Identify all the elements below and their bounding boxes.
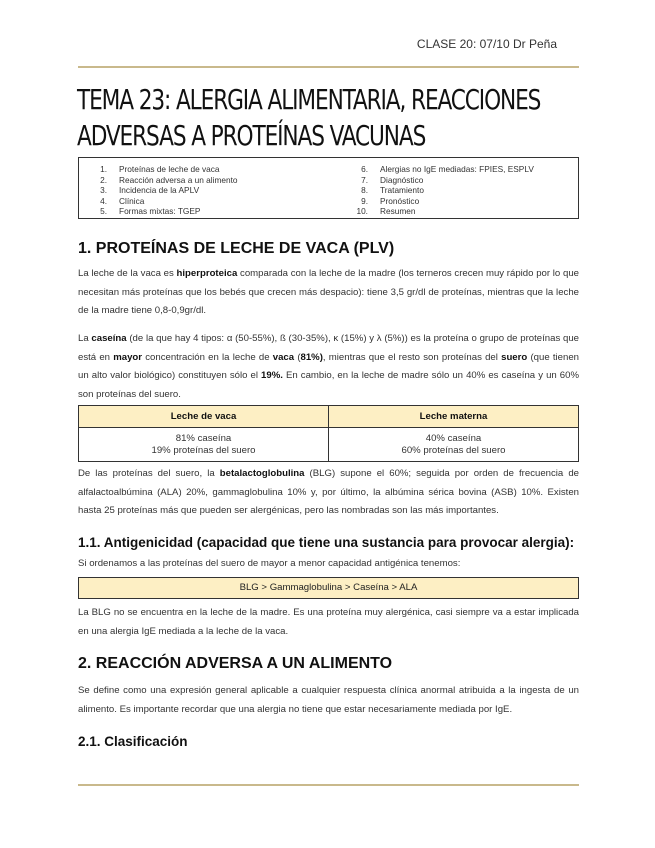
- section-1-paragraph-2: La caseína (de la que hay 4 tipos: α (50-55%), ß (30-35%), κ (15%) y λ (5%)) es la proteína o grupo de proteínas que está en mayor concentración en la leche de vaca (81%), mientras que el resto son proteínas del suero (que tienen un alto valor biológico) constituyen sólo el 19%. En cambio, en la leche de madre sólo un 40% es caseína y un 60% son proteínas del suero.: [78, 333, 580, 400]
- section-1-1-intro: Si ordenamos a las proteínas del suero de mayor a menor capacidad antigénica tenemos:: [78, 558, 461, 569]
- section-2-paragraph-1: Se define como una expresión general aplicable a cualquier respuesta clínica anormal atribuida a la ingesta de un alimento. Es importante recordar que una alergia no tiene que estar necesariamente mediada por IgE.: [78, 685, 579, 715]
- section-2-heading: 2. REACCIÓN ADVERSA A UN ALIMENTO: [78, 655, 393, 672]
- toc-item: 6. Alergias no IgE mediadas: FPIES, ESPLV: [361, 164, 534, 174]
- top-divider: [78, 66, 579, 68]
- class-info: CLASE 20: 07/10 Dr Peña: [416, 37, 557, 51]
- toc-item: 3. Incidencia de la APLV: [100, 185, 200, 195]
- table-header-cow-milk: Leche de vaca: [79, 406, 329, 428]
- milk-comparison-table: [78, 405, 579, 462]
- toc-item: 1. Proteínas de leche de vaca: [100, 164, 220, 174]
- toc-left-column: [79, 164, 238, 217]
- section-1-heading: 1. PROTEÍNAS DE LECHE DE VACA (PLV): [78, 240, 395, 257]
- table-cell-breast-milk: 40% caseína 60% proteínas del suero: [329, 428, 579, 462]
- section-1-paragraph-3: De las proteínas del suero, la betalactoglobulina (BLG) supone el 60%; seguida por orden de frecuencia de alfalactoalbúmina (ALA) 20%, gammaglobulina 10% y, por último, la albúmina sérica bovina (ASB) 10%. Existen hasta 25 proteínas más que pueden ser alergénicas, pero las nombradas son las más importantes.: [78, 468, 579, 516]
- section-2-1-heading: 2.1. Clasificación: [78, 734, 188, 749]
- toc-item: 4. Clínica: [100, 195, 145, 206]
- toc-item: 10. Resumen: [356, 206, 416, 216]
- toc-item: 8. Tratamiento: [361, 185, 424, 195]
- page-title-line-1: TEMA 23: ALERGIA ALIMENTARIA, REACCIONES: [77, 83, 541, 116]
- page-title: [77, 82, 541, 154]
- table-of-contents: [78, 157, 579, 219]
- table-header-breast-milk: Leche materna: [329, 406, 579, 428]
- page-title-line-2: ADVERSAS A PROTEÍNAS VACUNAS: [77, 119, 426, 152]
- toc-item: 7. Diagnóstico: [361, 174, 424, 185]
- antigenicity-order-box: BLG > Gammaglobulina > Caseína > ALA: [78, 577, 579, 599]
- section-1-paragraph-1: La leche de la vaca es hiperproteica comparada con la leche de la madre (los terneros crecen muy rápido por lo que necesitan más proteínas que los bebés que crecen más despacio): tiene 3,5 gr/dl de proteínas, mientras que la leche de la madre tiene 0,8-0,9gr/dl.: [78, 268, 579, 316]
- table-cell-cow-milk: 81% caseína 19% proteínas del suero: [79, 428, 329, 462]
- bottom-divider: [78, 784, 579, 786]
- toc-item: 9. Pronóstico: [361, 195, 420, 206]
- section-1-1-note: La BLG no se encuentra en la leche de la madre. Es una proteína muy alergénica, casi siempre va a estar implicada en una alergia IgE mediada a la leche de la vaca.: [78, 607, 579, 637]
- toc-right-column: [344, 164, 534, 217]
- toc-item: 5. Formas mixtas: TGEP: [100, 206, 201, 216]
- section-1-1-heading: 1.1. Antigenicidad (capacidad que tiene una sustancia para provocar alergia):: [78, 535, 575, 550]
- toc-item: 2. Reacción adversa a un alimento: [100, 174, 238, 185]
